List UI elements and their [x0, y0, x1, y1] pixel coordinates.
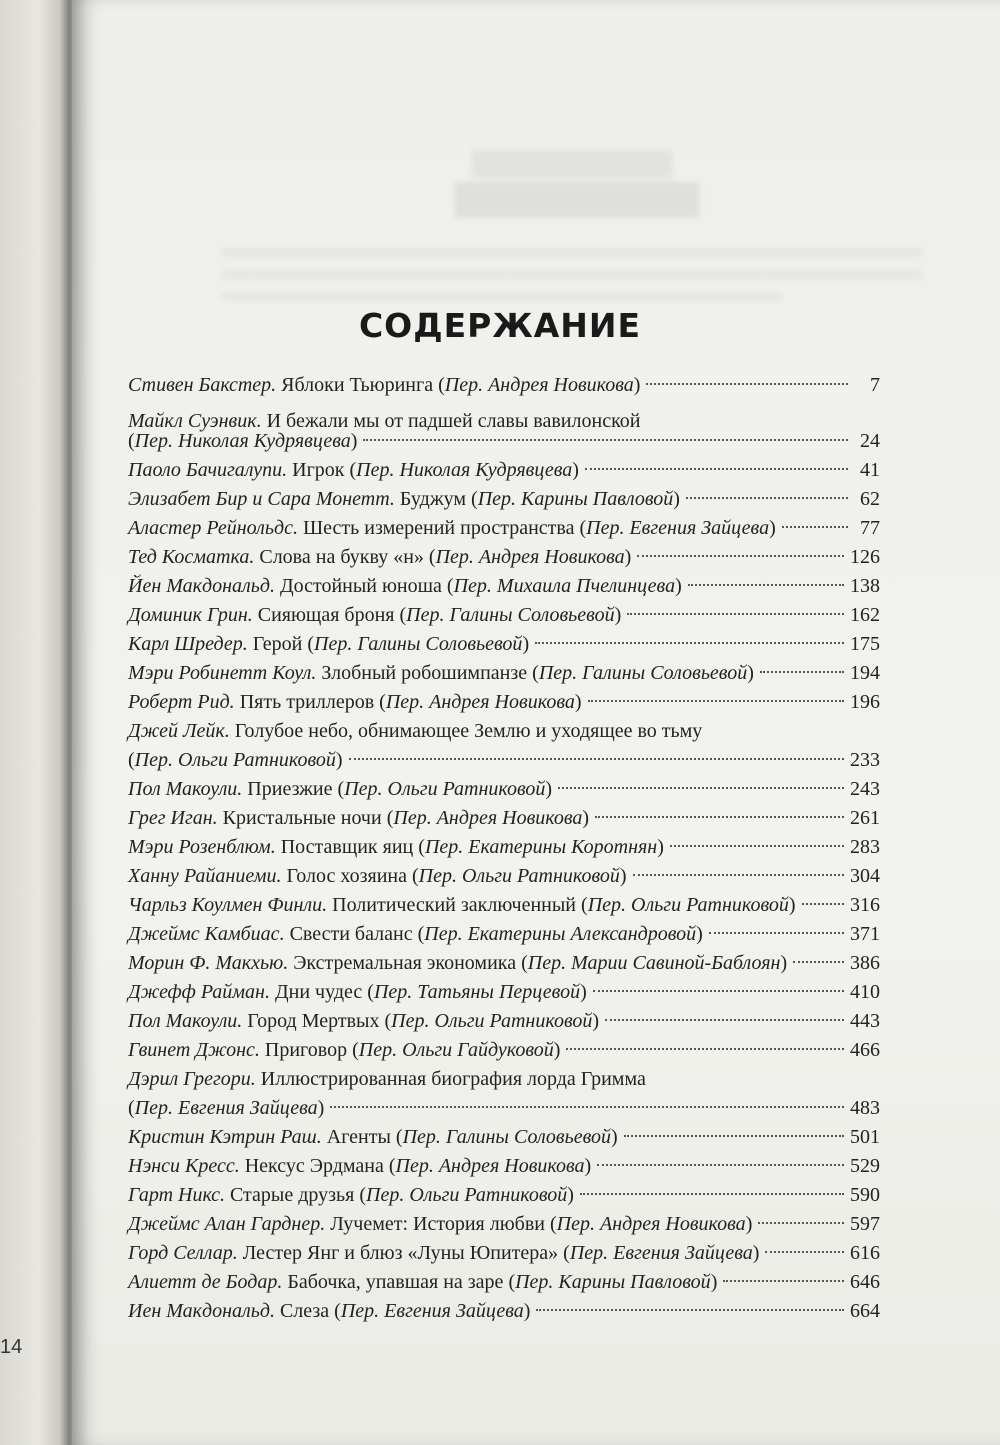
- page-number: 386: [850, 952, 880, 974]
- toc-entry: Карл Шредер. Герой (Пер. Галины Соловьевой) 175: [128, 629, 880, 659]
- page-number: 62: [860, 488, 880, 510]
- page-number: 501: [850, 1126, 880, 1148]
- toc-entry: Джеймс Алан Гарднер. Лучемет: История любви (Пер. Андрея Новикова) 597: [128, 1209, 880, 1239]
- page-number: 316: [850, 894, 880, 916]
- page-number: 664: [850, 1300, 880, 1322]
- toc-entry: Иен Макдональд. Слеза (Пер. Евгения Зайцева) 664: [128, 1296, 880, 1326]
- page-number: 7: [870, 374, 880, 396]
- toc-entry-line1: Дэрил Грегори. Иллюстрированная биография лорда Гримма: [128, 1068, 646, 1090]
- toc-entry: Паоло Бачигалупи. Игрок (Пер. Николая Кудрявцева) 41: [128, 455, 880, 485]
- page-number: 196: [850, 691, 880, 713]
- toc-entry: Ханну Райаниеми. Голос хозяина (Пер. Ольги Ратниковой) 304: [128, 861, 880, 891]
- page-number: 597: [850, 1213, 880, 1235]
- toc-entry: Мэри Розенблюм. Поставщик яиц (Пер. Екатерины Коротнян) 283: [128, 832, 880, 862]
- page-number: 304: [850, 865, 880, 887]
- toc-entry: Морин Ф. Макхью. Экстремальная экономика (Пер. Марии Савиной-Баблоян) 386: [128, 948, 880, 978]
- toc-entry: Грег Иган. Кристальные ночи (Пер. Андрея Новикова) 261: [128, 803, 880, 833]
- toc-entry: Горд Селлар. Лестер Янг и блюз «Луны Юпитера» (Пер. Евгения Зайцева) 616: [128, 1238, 880, 1268]
- page-number: 261: [850, 807, 880, 829]
- page-number: 233: [850, 749, 880, 771]
- toc-entry: Пол Макоули. Город Мертвых (Пер. Ольги Ратниковой) 443: [128, 1006, 880, 1036]
- toc-entry: Джефф Райман. Дни чудес (Пер. Татьяны Перцевой) 410: [128, 977, 880, 1007]
- page-number: 162: [850, 604, 880, 626]
- page-number: 483: [850, 1097, 880, 1119]
- toc-entry: Йен Макдональд. Достойный юноша (Пер. Михаила Пчелинцева) 138: [128, 571, 880, 601]
- toc-entry: Гвинет Джонс. Приговор (Пер. Ольги Гайдуковой) 466: [128, 1035, 880, 1065]
- page-number: 126: [850, 546, 880, 568]
- page-number: 41: [860, 459, 880, 481]
- page-number: 77: [860, 517, 880, 539]
- toc-entry: Кристин Кэтрин Раш. Агенты (Пер. Галины Соловьевой) 501: [128, 1122, 880, 1152]
- toc-entry-line1: Джей Лейк. Голубое небо, обнимающее Землю и уходящее во тьму: [128, 720, 703, 742]
- page-number: 243: [850, 778, 880, 800]
- toc-entry: Доминик Грин. Сияющая броня (Пер. Галины Соловьевой) 162: [128, 600, 880, 630]
- toc-entry: Элизабет Бир и Сара Монетт. Буджум (Пер. Карины Павловой) 62: [128, 484, 880, 514]
- toc-entry: (Пер. Ольги Ратниковой) 233: [128, 745, 880, 775]
- left-page-number: 14: [0, 1336, 23, 1358]
- toc-entry: Роберт Рид. Пять триллеров (Пер. Андрея Новикова) 196: [128, 687, 880, 717]
- page-number: 646: [850, 1271, 880, 1293]
- page-number: 410: [850, 981, 880, 1003]
- page-number: 529: [850, 1155, 880, 1177]
- toc-entry: Мэри Робинетт Коул. Злобный робошимпанзе (Пер. Галины Соловьевой) 194: [128, 658, 880, 688]
- page-number: 443: [850, 1010, 880, 1032]
- page-number: 175: [850, 633, 880, 655]
- page-number: 371: [850, 923, 880, 945]
- toc-entry-line1: Майкл Суэнвик. И бежали мы от падшей славы вавилонской: [128, 410, 641, 432]
- toc-entry: Аластер Рейнольдс. Шесть измерений пространства (Пер. Евгения Зайцева) 77: [128, 513, 880, 543]
- toc-entry: Тед Косматка. Слова на букву «н» (Пер. Андрея Новикова) 126: [128, 542, 880, 572]
- page-number: 616: [850, 1242, 880, 1264]
- page-number: 466: [850, 1039, 880, 1061]
- page-title: СОДЕРЖАНИЕ: [358, 306, 642, 345]
- toc-entry: (Пер. Евгения Зайцева) 483: [128, 1093, 880, 1123]
- toc-entry: Стивен Бакстер. Яблоки Тьюринга (Пер. Андрея Новикова) 7: [128, 370, 880, 400]
- page-number: 24: [860, 430, 880, 452]
- page-number: 194: [850, 662, 880, 684]
- page-number: 590: [850, 1184, 880, 1206]
- page-number: 283: [850, 836, 880, 858]
- toc-entry: Пол Макоули. Приезжие (Пер. Ольги Ратниковой) 243: [128, 774, 880, 804]
- toc-entry: Нэнси Кресс. Нексус Эрдмана (Пер. Андрея Новикова) 529: [128, 1151, 880, 1181]
- toc-entry: Джеймс Камбиас. Свести баланс (Пер. Екатерины Александровой) 371: [128, 919, 880, 949]
- page-number: 138: [850, 575, 880, 597]
- toc-entry: Гарт Никс. Старые друзья (Пер. Ольги Ратниковой) 590: [128, 1180, 880, 1210]
- toc-entry: Алиетт де Бодар. Бабочка, упавшая на заре (Пер. Карины Павловой) 646: [128, 1267, 880, 1297]
- toc-entry: (Пер. Николая Кудрявцева) 24: [128, 426, 880, 456]
- toc-entry: Чарльз Коулмен Финли. Политический заключенный (Пер. Ольги Ратниковой) 316: [128, 890, 880, 920]
